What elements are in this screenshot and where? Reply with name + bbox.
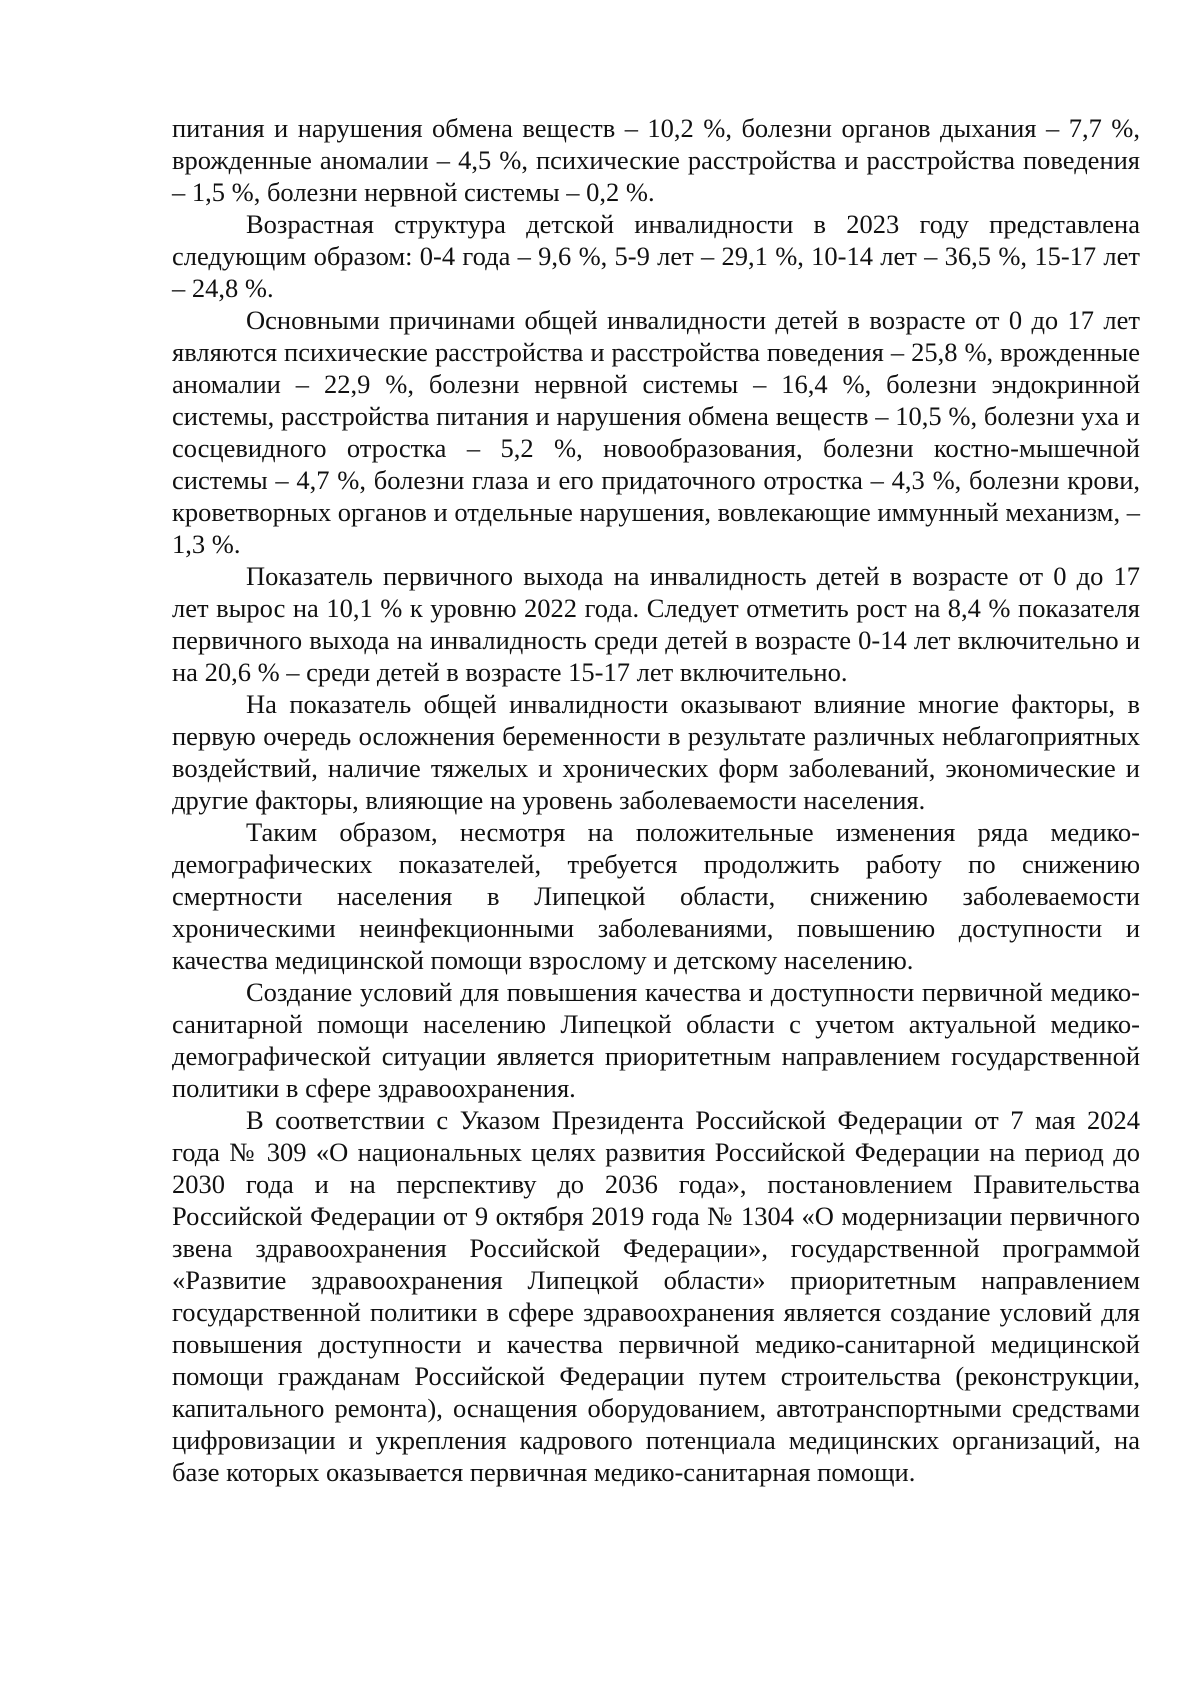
paragraph-legal-basis: В соответствии с Указом Президента Российской Федерации от 7 мая 2024 года № 309 «О национальных целях развития Российской Федерации на период до 2030 года и на перспективу до 2036 года», постановлением Правительства Российской Федерации от 9 октября 2019 года № 1304 «О модернизации первичного звена здравоохранения Российской Федерации», государственной программой «Развитие здравоохранения Липецкой области» приоритетным направлением государственной политики в сфере здравоохранения является создание условий для повышения доступности и качества первичной медико-санитарной медицинской помощи гражданам Российской Федерации путем строительства (реконструкции, капитального ремонта), оснащения оборудованием, автотранспортными средствами цифровизации и укрепления кадрового потенциала медицинских организаций, на базе которых оказывается первичная медико-санитарная помощи. — [172, 1105, 1140, 1487]
paragraph-age-structure: Возрастная структура детской инвалидности в 2023 году представлена следующим образом: 0-4 года – 9,6 %, 5-9 лет – 29,1 %, 10-14 лет – 36,5 %, 15-17 лет – 24,8 %. — [172, 209, 1140, 303]
paragraph-conclusion: Таким образом, несмотря на положительные изменения ряда медико-демографических показателей, требуется продолжить работу по снижению смертности населения в Липецкой области, снижению заболеваемости хроническими неинфекционными заболеваниями, повышению доступности и качества медицинской помощи взрослому и детскому населению. — [172, 817, 1140, 975]
paragraph-primary-disability-rate: Показатель первичного выхода на инвалидность детей в возрасте от 0 до 17 лет вырос на 10,1 % к уровню 2022 года. Следует отметить рост на 8,4 % показателя первичного выхода на инвалидность среди детей в возрасте 0-14 лет включительно и на 20,6 % – среди детей в возрасте 15-17 лет включительно. — [172, 561, 1140, 687]
paragraph-continued-disease-structure: питания и нарушения обмена веществ – 10,2 %, болезни органов дыхания – 7,7 %, врожденные аномалии – 4,5 %, психические расстройства и расстройства поведения – 1,5 %, болезни нервной системы – 0,2 %. — [172, 113, 1140, 207]
paragraph-influencing-factors: На показатель общей инвалидности оказывают влияние многие факторы, в первую очередь осложнения беременности в результате различных неблагоприятных воздействий, наличие тяжелых и хронических форм заболеваний, экономические и другие факторы, влияющие на уровень заболеваемости населения. — [172, 689, 1140, 815]
paragraph-disability-causes: Основными причинами общей инвалидности детей в возрасте от 0 до 17 лет являются психические расстройства и расстройства поведения – 25,8 %, врожденные аномалии – 22,9 %, болезни нервной системы – 16,4 %, болезни эндокринной системы, расстройства питания и нарушения обмена веществ – 10,5 %, болезни уха и сосцевидного отростка – 5,2 %, новообразования, болезни костно-мышечной системы – 4,7 %, болезни глаза и его придаточного отростка – 4,3 %, болезни крови, кроветворных органов и отдельные нарушения, вовлекающие иммунный механизм, – 1,3 %. — [172, 305, 1140, 559]
paragraph-primary-care-priority: Создание условий для повышения качества и доступности первичной медико-санитарной помощи населению Липецкой области с учетом актуальной медико-демографической ситуации является приоритетным направлением государственной политики в сфере здравоохранения. — [172, 977, 1140, 1103]
document-body — [172, 112, 1140, 1488]
